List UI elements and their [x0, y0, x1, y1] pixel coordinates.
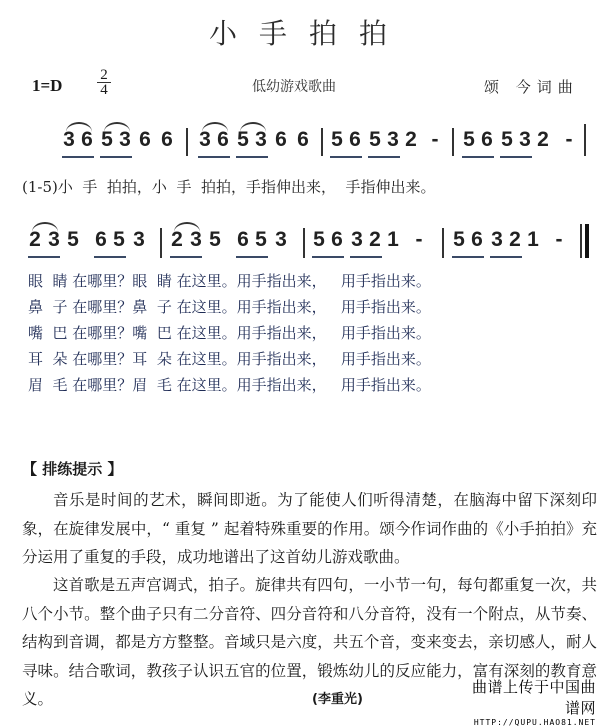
beam-underline — [236, 156, 268, 158]
song-title: 小手拍拍 — [208, 17, 409, 50]
verse-line: 嘴 巴 在哪里？嘴 巴 在这里。用手指出来， 用手指出来。 — [28, 324, 431, 342]
final-barline-thin — [580, 224, 582, 258]
note: 6 — [297, 128, 309, 151]
rehearsal-notes-heading: 【 排练提示 】 — [22, 460, 123, 478]
beam-underline — [312, 256, 344, 258]
note: 5 — [369, 128, 381, 151]
note: 2 — [29, 228, 41, 251]
barline — [186, 128, 188, 156]
beam-underline — [100, 156, 132, 158]
barline — [442, 228, 444, 258]
beam-underline — [170, 256, 202, 258]
note: 5 — [101, 128, 113, 151]
note: 5 — [313, 228, 325, 251]
beam-underline — [368, 156, 400, 158]
score-row-2 — [0, 228, 600, 268]
note: 5 — [453, 228, 465, 251]
verse-line: 眼 睛 在哪里？眼 睛 在这里。用手指出来， 用手指出来。 — [28, 272, 431, 290]
lyrics-line-1: (1-5)小 手 拍拍，小 手 拍拍，手指伸出来， 手指伸出来。 — [22, 178, 436, 196]
note: 6 — [95, 228, 107, 251]
note: 2 — [171, 228, 183, 251]
author-signature: (李重光) — [312, 692, 363, 707]
note: 3 — [275, 228, 287, 251]
beam-underline — [462, 156, 494, 158]
note: 3 — [387, 128, 399, 151]
slur — [32, 222, 58, 232]
slur — [174, 222, 200, 232]
note: 5 — [67, 228, 79, 251]
note: 3 — [519, 128, 531, 151]
beam-underline — [500, 156, 532, 158]
key-signature: 1=D — [32, 76, 63, 95]
note: 3 — [199, 128, 211, 151]
note: 2 — [537, 128, 549, 151]
time-numerator: 2 — [97, 68, 111, 83]
slur — [104, 122, 130, 132]
note: 3 — [63, 128, 75, 151]
beam-underline — [490, 256, 522, 258]
note: 6 — [217, 128, 229, 151]
note: 3 — [48, 228, 60, 251]
note: 2 — [405, 128, 417, 151]
note: 6 — [275, 128, 287, 151]
beam-underline — [452, 256, 484, 258]
beam-underline — [94, 256, 126, 258]
score-row-1 — [0, 128, 600, 168]
note: 6 — [349, 128, 361, 151]
beam-underline — [236, 256, 268, 258]
note: - — [555, 228, 563, 251]
note: - — [431, 128, 439, 151]
site-watermark — [470, 676, 596, 727]
note: 6 — [237, 228, 249, 251]
note: 1 — [387, 228, 399, 251]
final-barline-thick — [585, 224, 589, 258]
note: 5 — [255, 228, 267, 251]
verse-line: 鼻 子 在哪里？鼻 子 在这里。用手指出来， 用手指出来。 — [28, 298, 431, 316]
genre-label: 低幼游戏歌曲 — [252, 79, 336, 95]
note: 5 — [209, 228, 221, 251]
note: 6 — [471, 228, 483, 251]
barline — [160, 228, 162, 258]
note: 2 — [509, 228, 521, 251]
note: 6 — [139, 128, 151, 151]
note: 5 — [463, 128, 475, 151]
slur — [66, 122, 92, 132]
note: 3 — [119, 128, 131, 151]
verse-line: 眉 毛 在哪里？眉 毛 在这里。用手指出来， 用手指出来。 — [28, 376, 431, 394]
beam-underline — [62, 156, 94, 158]
note: 6 — [161, 128, 173, 151]
slur — [202, 122, 228, 132]
beam-underline — [28, 256, 60, 258]
note: 3 — [133, 228, 145, 251]
watermark-text: 曲谱上传于中国曲谱网 — [471, 678, 596, 717]
note: 6 — [81, 128, 93, 151]
note: 1 — [527, 228, 539, 251]
beam-underline — [198, 156, 230, 158]
note: 5 — [113, 228, 125, 251]
note: - — [415, 228, 423, 251]
beam-underline — [350, 256, 382, 258]
note: 3 — [351, 228, 363, 251]
beam-underline — [330, 156, 362, 158]
time-signature — [97, 68, 111, 97]
rehearsal-paragraph: 这首歌是五声宫调式，拍子。旋律共有四句，一小节一句，每句都重复一次，共八个小节。整个曲子只有二分音符、四分音符和八分音符，没有一个附点，从节奏、结构到音调，都是方方整整。音域只是六度，共五个音，变来变去，亲切感人，耐人寻味。结合歌词，教孩子认识五官的位置，锻炼幼儿的反应能力，富有深刻的教育意义。 — [22, 576, 597, 708]
note: 3 — [491, 228, 503, 251]
barline — [584, 124, 586, 156]
composer-credit: 颂 今词曲 — [484, 78, 579, 96]
note: 6 — [481, 128, 493, 151]
note: 3 — [190, 228, 202, 251]
watermark-url: HTTP://QUPU.HAO81.NET — [473, 718, 596, 727]
time-denominator: 4 — [100, 82, 108, 98]
note: 5 — [501, 128, 513, 151]
verse-line: 耳 朵 在哪里？耳 朵 在这里。用手指出来， 用手指出来。 — [28, 350, 431, 368]
note: 6 — [331, 228, 343, 251]
note: 5 — [331, 128, 343, 151]
note: 2 — [369, 228, 381, 251]
barline — [452, 128, 454, 156]
note: 3 — [255, 128, 267, 151]
note: - — [565, 128, 573, 151]
note: 5 — [237, 128, 249, 151]
barline — [303, 228, 305, 258]
barline — [321, 128, 323, 156]
rehearsal-paragraph: 音乐是时间的艺术，瞬间即逝。为了能使人们听得清楚，在脑海中留下深刻印象，在旋律发展中，“ 重复 ” 起着特殊重要的作用。颂今作词作曲的《小手拍拍》充分运用了重复的手段，成功地谱出了这首幼儿游戏歌曲。 — [22, 491, 597, 566]
slur — [240, 122, 266, 132]
